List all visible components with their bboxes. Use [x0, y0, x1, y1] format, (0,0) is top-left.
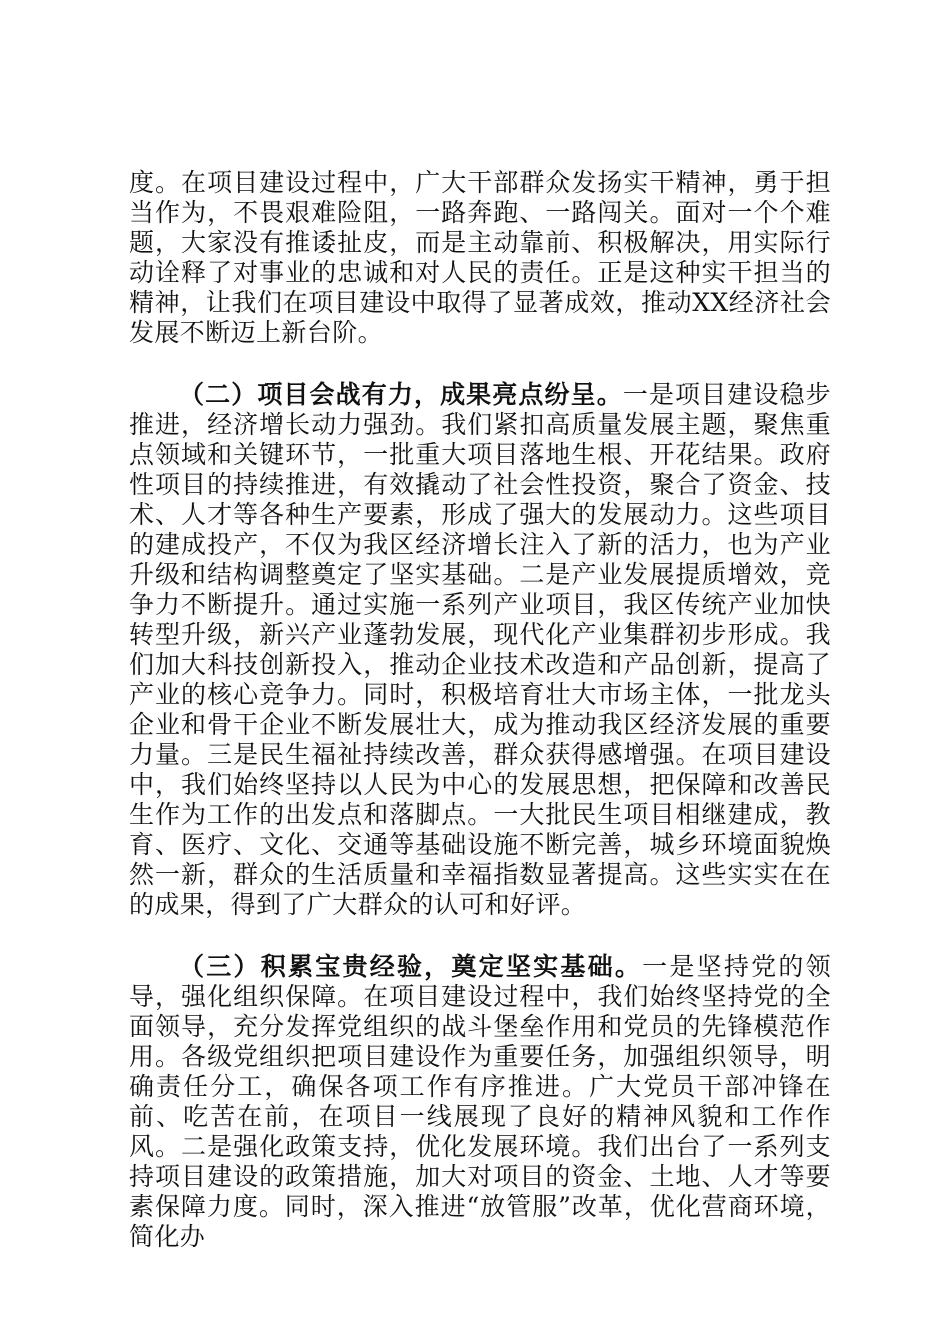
paragraph-section-3 — [129, 952, 831, 1252]
paragraph-section-2 — [129, 380, 831, 920]
paragraph-text: 度。在项目建设过程中，广大干部群众发扬实干精神，勇于担当作为，不畏艰难险阻，一路奔跑、一路闯关。面对一个个难题，大家没有推诿扯皮，而是主动靠前、积极解决，用实际行动诠释了对事业的忠诚和对人民的责任。正是这种实干担当的精神，让我们在项目建设中取得了显著成效，推动XX经济社会发展不断迈上新台阶。 — [129, 168, 831, 347]
section-heading: （二）项目会战有力，成果亮点纷呈。 — [179, 380, 623, 409]
paragraph-spacer — [129, 920, 831, 952]
paragraph-continuation — [129, 168, 831, 348]
section-heading: （三）积累宝贵经验，奠定坚实基础。 — [179, 952, 643, 981]
document-body — [129, 168, 831, 1252]
paragraph-spacer — [129, 348, 831, 380]
paragraph-text: 一是项目建设稳步推进，经济增长动力强劲。我们紧扣高质量发展主题，聚焦重点领域和关键环节，一批重大项目落地生根、开花结果。政府性项目的持续推进，有效撬动了社会性投资，聚合了资金、技术、人才等各种生产要素，形成了强大的发展动力。这些项目的建成投产，不仅为我区经济增长注入了新的活力，也为产业升级和结构调整奠定了坚实基础。二是产业发展提质增效，竞争力不断提升。通过实施一系列产业项目，我区传统产业加快转型升级，新兴产业蓬勃发展，现代化产业集群初步形成。我们加大科技创新投入，推动企业技术改造和产品创新，提高了产业的核心竞争力。同时，积极培育壮大市场主体，一批龙头企业和骨干企业不断发展壮大，成为推动我区经济发展的重要力量。三是民生福祉持续改善，群众获得感增强。在项目建设中，我们始终坚持以人民为中心的发展思想，把保障和改善民生作为工作的出发点和落脚点。一大批民生项目相继建成，教育、医疗、文化、交通等基础设施不断完善，城乡环境面貌焕然一新，群众的生活质量和幸福指数显著提高。这些实实在在的成果，得到了广大群众的认可和好评。 — [129, 380, 831, 919]
paragraph-text: 一是坚持党的领导，强化组织保障。在项目建设过程中，我们始终坚持党的全面领导，充分发挥党组织的战斗堡垒作用和党员的先锋模范作用。各级党组织把项目建设作为重要任务，加强组织领导，明确责任分工，确保各项工作有序推进。广大党员干部冲锋在前、吃苦在前，在项目一线展现了良好的精神风貌和工作作风。二是强化政策支持，优化发展环境。我们出台了一系列支持项目建设的政策措施，加大对项目的资金、土地、人才等要素保障力度。同时，深入推进“放管服”改革，优化营商环境，简化办 — [129, 952, 831, 1251]
